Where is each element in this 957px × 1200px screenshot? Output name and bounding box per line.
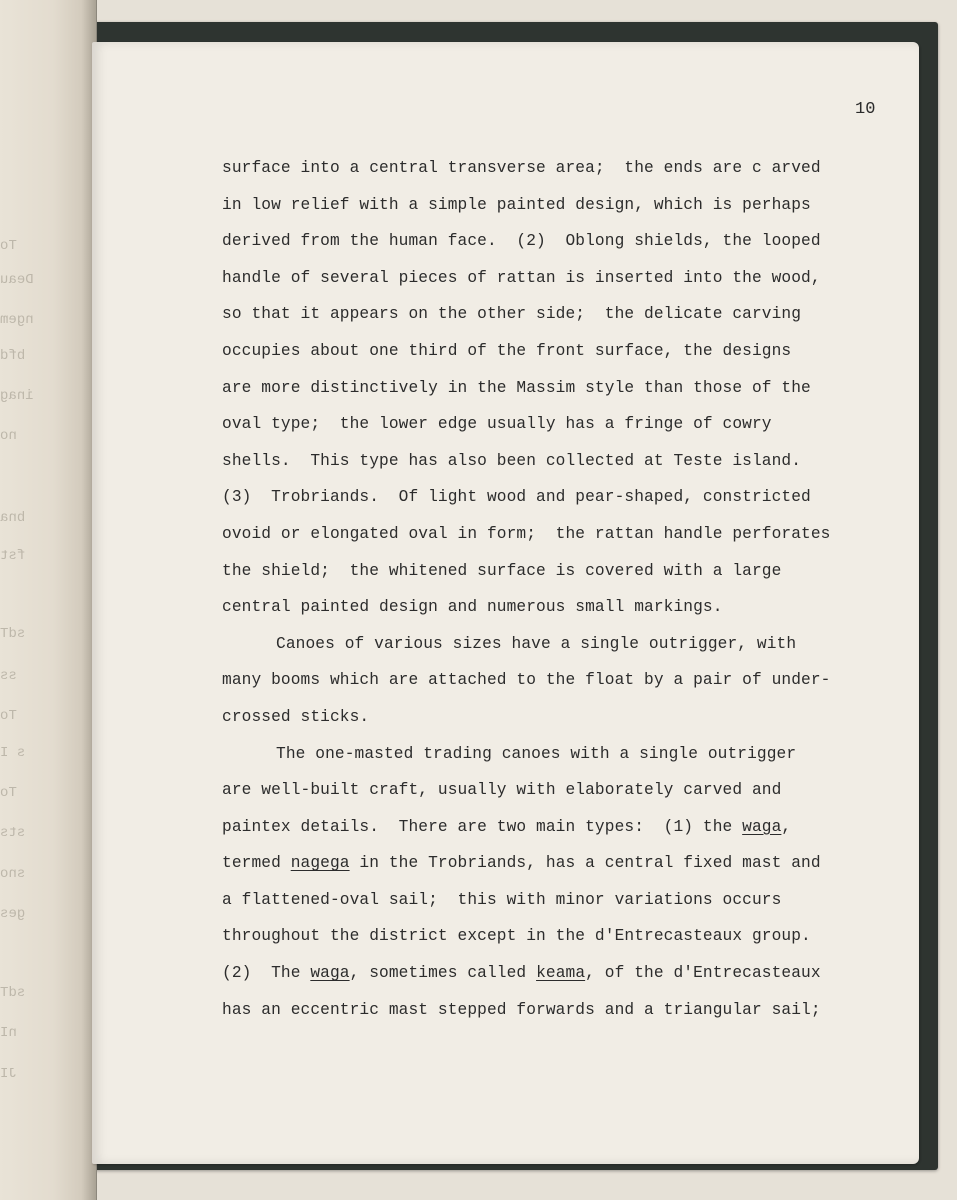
- text-segment: are more distinctively in the Massim style than those of the: [222, 378, 811, 397]
- ghost-text-fragment: ges: [0, 906, 26, 922]
- underlined-term: keama: [536, 964, 586, 983]
- text-line: [222, 370, 922, 407]
- text-segment: are well-built craft, usually with elaborately carved and: [222, 781, 782, 800]
- text-segment: in the Trobriands, has a central fixed mast and: [349, 854, 821, 873]
- ghost-text-fragment: To: [0, 785, 17, 801]
- text-line: [222, 333, 922, 370]
- text-segment: derived from the human face. (2) Oblong shields, the looped: [222, 232, 821, 251]
- text-line: [222, 662, 922, 699]
- text-segment: The one-masted trading canoes with a single outrigger: [276, 744, 797, 763]
- text-segment: many booms which are attached to the float by a pair of under-: [222, 671, 831, 690]
- typed-text-body: [222, 150, 922, 1028]
- text-segment: occupies about one third of the front surface, the designs: [222, 341, 792, 360]
- text-line: [222, 589, 922, 626]
- text-line: [222, 553, 922, 590]
- ghost-text-fragment: sts: [0, 825, 26, 841]
- text-line: [222, 809, 922, 846]
- text-segment: has an eccentric mast stepped forwards and a triangular sail;: [222, 1000, 821, 1019]
- ghost-text-fragment: To: [0, 708, 17, 724]
- text-line: [222, 150, 922, 187]
- text-line: [222, 187, 922, 224]
- text-segment: central painted design and numerous small markings.: [222, 598, 723, 617]
- page-number: 10: [855, 100, 876, 119]
- text-line: [222, 918, 922, 955]
- text-line: [222, 406, 922, 443]
- text-segment: ,: [781, 817, 792, 836]
- ghost-text-fragment: sdT: [0, 985, 26, 1001]
- text-line: [222, 699, 922, 736]
- text-line: [222, 992, 922, 1029]
- text-segment: , of the d'Entrecasteaux: [585, 964, 821, 983]
- ghost-text-fragment: JI: [0, 1066, 17, 1082]
- underlined-term: waga: [742, 817, 782, 836]
- text-segment: in low relief with a simple painted design, which is perhaps: [222, 195, 811, 214]
- text-segment: crossed sticks.: [222, 707, 370, 726]
- ghost-text-fragment: To: [0, 238, 17, 254]
- text-segment: handle of several pieces of rattan is inserted into the wood,: [222, 268, 821, 287]
- text-segment: a flattened-oval sail; this with minor variations occurs: [222, 890, 782, 909]
- text-line: [222, 736, 922, 773]
- facing-page: [0, 0, 97, 1200]
- text-line: [222, 955, 922, 992]
- text-line: [222, 882, 922, 919]
- text-line: [222, 260, 922, 297]
- text-line: [222, 296, 922, 333]
- text-segment: termed: [222, 854, 291, 873]
- text-line: [222, 845, 922, 882]
- ghost-text-fragment: bfd: [0, 348, 26, 364]
- text-line: [222, 443, 922, 480]
- text-segment: surface into a central transverse area; the ends are c arved: [222, 159, 821, 177]
- text-segment: paintex details. There are two main types: (1) the: [222, 817, 743, 836]
- text-line: [222, 516, 922, 553]
- ghost-text-fragment: bna: [0, 510, 26, 526]
- ghost-text-fragment: nI: [0, 1025, 17, 1041]
- text-segment: throughout the district except in the d'Entrecasteaux group.: [222, 927, 811, 946]
- text-line: [222, 479, 922, 516]
- ghost-text-fragment: no: [0, 428, 17, 444]
- underlined-term: nagega: [290, 854, 350, 873]
- ghost-text-fragment: sno: [0, 866, 26, 882]
- text-segment: (3) Trobriands. Of light wood and pear-shaped, constricted: [222, 488, 811, 507]
- ghost-text-fragment: s I: [0, 745, 26, 761]
- text-segment: oval type; the lower edge usually has a fringe of cowry: [222, 415, 772, 434]
- ghost-text-fragment: Deau: [0, 272, 34, 288]
- text-segment: (2) The: [222, 964, 311, 983]
- text-line: [222, 772, 922, 809]
- text-segment: , sometimes called: [349, 964, 537, 983]
- text-segment: ovoid or elongated oval in form; the rattan handle perforates: [222, 524, 831, 543]
- ghost-text-fragment: fst: [0, 548, 26, 564]
- text-segment: the shield; the whitened surface is covered with a large: [222, 561, 782, 580]
- ghost-text-fragment: ngem: [0, 312, 34, 328]
- underlined-term: waga: [310, 964, 350, 983]
- text-line: [222, 223, 922, 260]
- text-line: [222, 626, 922, 663]
- ghost-text-fragment: inag: [0, 388, 34, 404]
- text-segment: shells. This type has also been collected at Teste island.: [222, 451, 802, 470]
- ghost-text-fragment: ss: [0, 668, 17, 684]
- text-segment: Canoes of various sizes have a single outrigger, with: [276, 634, 797, 653]
- ghost-text-fragment: sdT: [0, 626, 26, 642]
- text-segment: so that it appears on the other side; the delicate carving: [222, 305, 802, 324]
